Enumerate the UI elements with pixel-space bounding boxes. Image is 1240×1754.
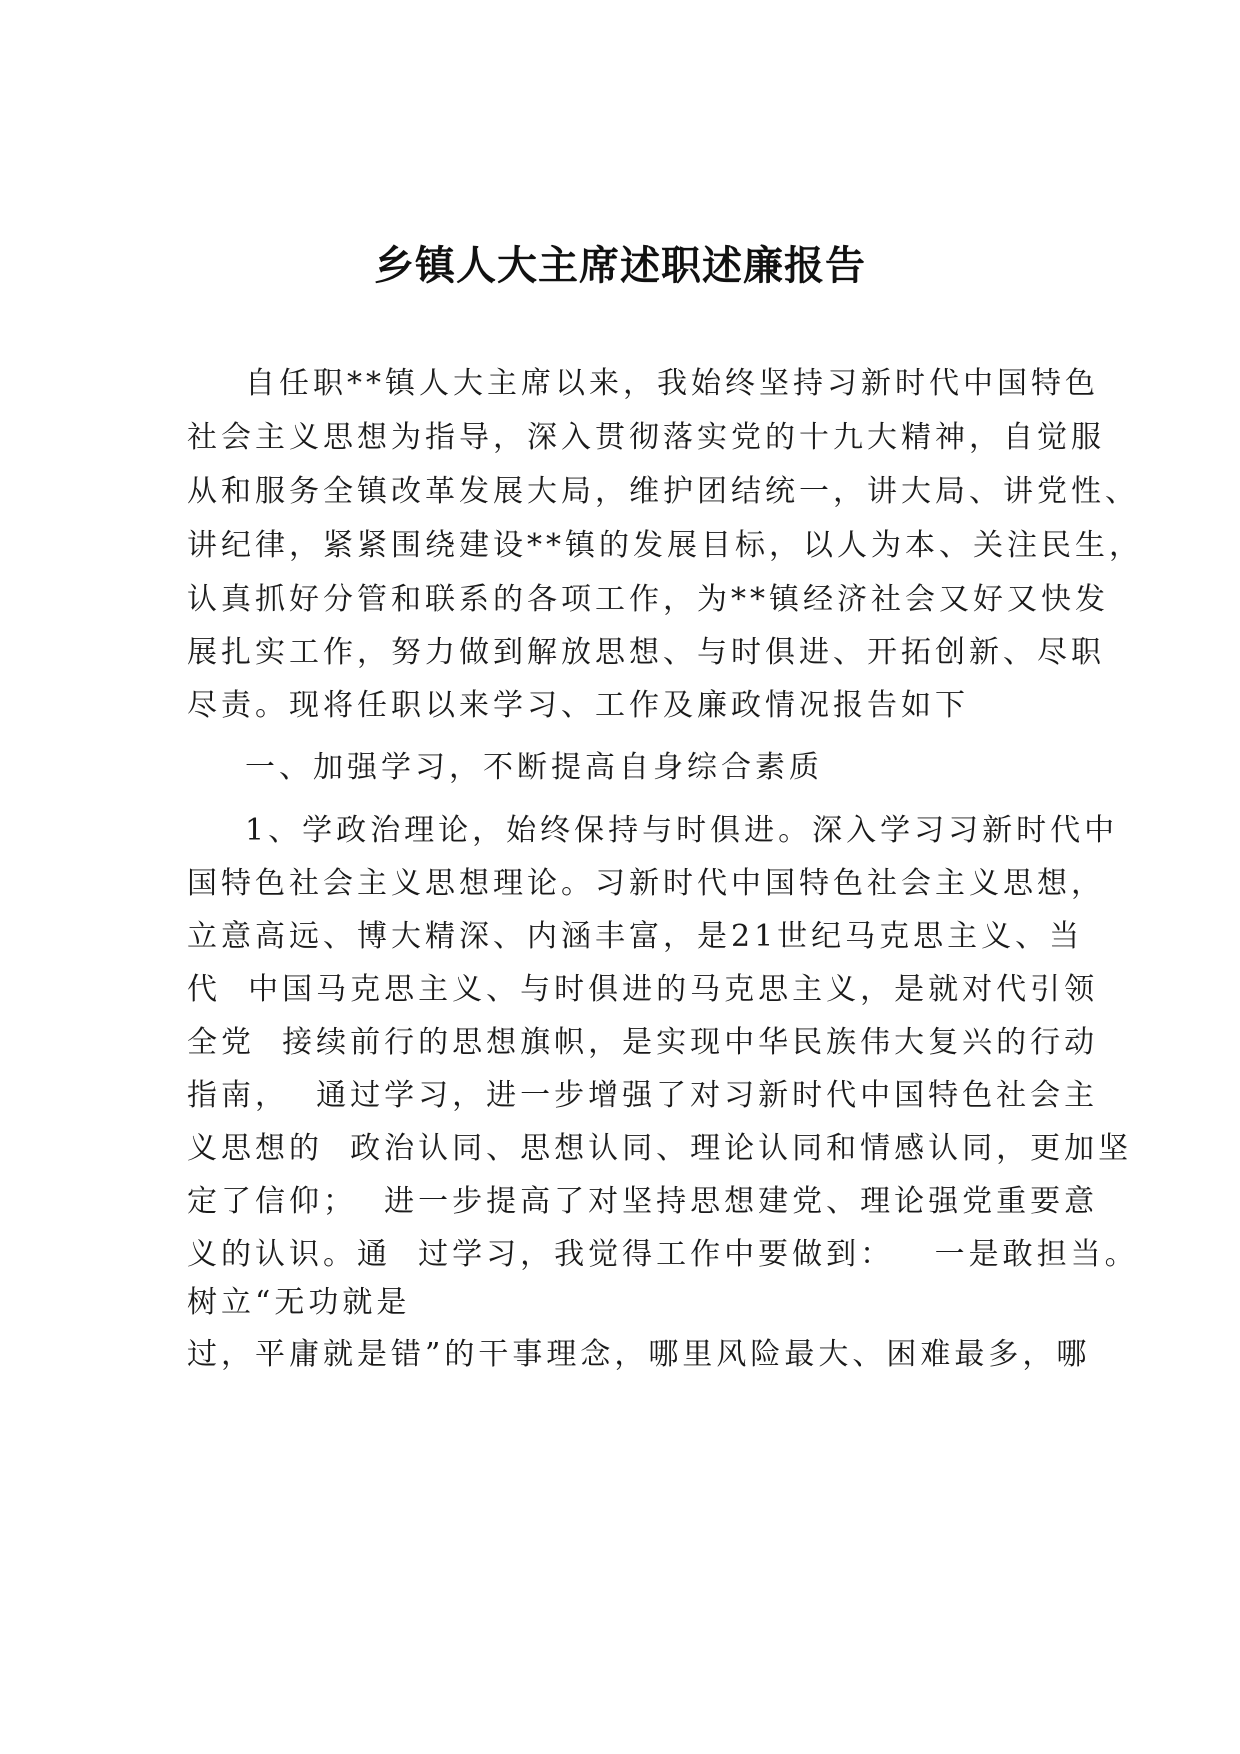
paragraph-line: 认真抓好分管和联系的各项工作，为**镇经济社会又好又快发 [187,582,1109,617]
paragraph-line: 国特色社会主义思想理论。习新时代中国特色社会主义思想， [187,866,1105,901]
paragraph-line: 代 中国马克思主义、与时俱进的马克思主义，是就对代引领 [187,972,1099,1007]
paragraph-line: 定了信仰； 进一步提高了对坚持思想建党、理论强党重要意 [187,1184,1099,1219]
section-heading: 一、加强学习，不断提高自身综合素质 [245,750,823,785]
paragraph-line: 社会主义思想为指导，深入贯彻落实党的十九大精神，自觉服 [187,420,1105,455]
paragraph-line: 树立“无功就是 [187,1285,411,1320]
paragraph-line: 从和服务全镇改革发展大局，维护团结统一，讲大局、讲党性、 [187,474,1139,509]
paragraph-line: 义思想的 政治认同、思想认同、理论认同和情感认同，更加坚 [187,1131,1133,1166]
document-title: 乡镇人大主席述职述廉报告 [374,243,866,289]
paragraph-line: 立意高远、博大精深、内涵丰富，是21世纪马克思主义、当 [187,919,1084,954]
paragraph-line: 1、学政治理论，始终保持与时俱进。深入学习习新时代中 [245,813,1119,848]
paragraph-line: 讲纪律，紧紧围绕建设**镇的发展目标，以人为本、关注民生， [187,528,1143,563]
paragraph-line: 指南， 通过学习，进一步增强了对习新时代中国特色社会主 [187,1078,1099,1113]
paragraph-line: 过，平庸就是错”的干事理念，哪里风险最大、困难最多，哪 [187,1337,1091,1372]
paragraph-line: 自任职**镇人大主席以来，我始终坚持习新时代中国特色 [245,366,1099,401]
paragraph-line: 义的认识。通 过学习，我觉得工作中要做到： 一是敢担当。 [187,1237,1139,1272]
paragraph-line: 展扎实工作，努力做到解放思想、与时俱进、开拓创新、尽职 [187,635,1105,670]
paragraph-line: 全党 接续前行的思想旗帜，是实现中华民族伟大复兴的行动 [187,1025,1099,1060]
paragraph-line: 尽责。现将任职以来学习、工作及廉政情况报告如下 [187,688,969,723]
